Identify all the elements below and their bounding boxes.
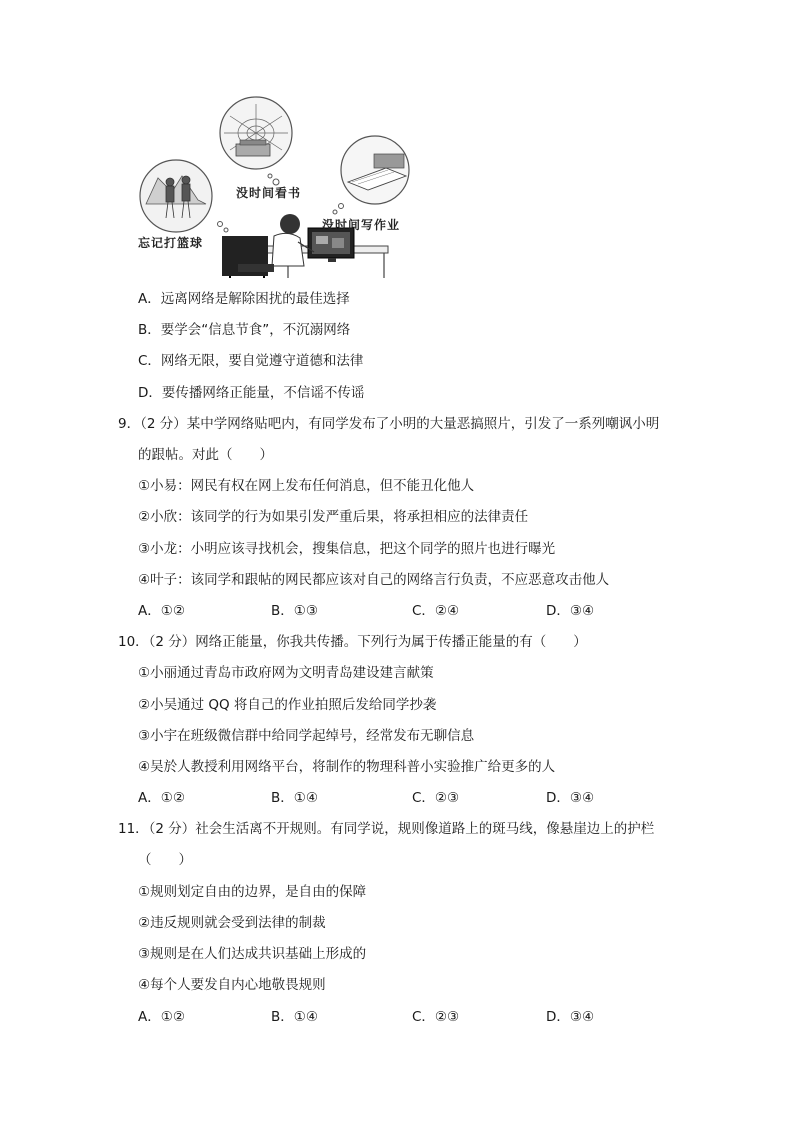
label-no-time-homework: 没时间写作业: [322, 218, 401, 232]
q8-option-c: C．网络无限，要自觉遵守道德和法律: [138, 353, 364, 369]
q9-statement-3: ③小龙：小明应该寻找机会，搜集信息，把这个同学的照片也进行曝光: [138, 541, 556, 557]
q8-option-d: D．要传播网络正能量，不信谣不传谣: [138, 385, 365, 401]
question-illustration: [138, 96, 414, 278]
q10-choice-d: D．③④: [546, 790, 595, 806]
q9-statement-2: ②小欣：该同学的行为如果引发严重后果，将承担相应的法律责任: [138, 509, 529, 525]
q11-statement-4: ④每个人要发自内心地敬畏规则: [138, 977, 326, 993]
q9-statement-1: ①小易：网民有权在网上发布任何消息，但不能丑化他人: [138, 478, 475, 494]
q9-choice-c: C．②④: [412, 603, 460, 619]
q10-statement-2: ②小吴通过 QQ 将自己的作业拍照后发给同学抄袭: [138, 697, 437, 713]
q10-choice-c: C．②③: [412, 790, 460, 806]
q10-statement-4: ④吴於人教授利用网络平台，将制作的物理科普小实验推广给更多的人: [138, 759, 556, 775]
q9-choice-d: D．③④: [546, 603, 595, 619]
label-no-time-reading: 没时间看书: [236, 186, 302, 200]
q8-option-b: B．要学会“信息节食”，不沉溺网络: [138, 322, 351, 338]
q9-stem-line2: 的跟帖。对此（ ）: [138, 447, 273, 463]
q9-stem-line1: 9．（2 分）某中学网络贴吧内，有同学发布了小明的大量恶搞照片，引发了一系列嘲讽小明: [118, 416, 660, 432]
q9-choice-b: B．①③: [271, 603, 318, 619]
q9-statement-4: ④叶子：该同学和跟帖的网民都应该对自己的网络言行负责，不应恶意攻击他人: [138, 572, 610, 588]
q11-statement-3: ③规则是在人们达成共识基础上形成的: [138, 946, 367, 962]
q10-statement-3: ③小宇在班级微信群中给同学起绰号，经常发布无聊信息: [138, 728, 475, 744]
q11-choice-c: C．②③: [412, 1009, 460, 1025]
q11-choice-d: D．③④: [546, 1009, 595, 1025]
q11-choice-b: B．①④: [271, 1009, 318, 1025]
q11-stem-line1: 11．（2 分）社会生活离不开规则。有同学说，规则像道路上的斑马线，像悬崖边上的护栏: [118, 821, 655, 837]
q11-stem-line2: （ ）: [138, 852, 192, 868]
q11-statement-1: ①规则划定自由的边界，是自由的保障: [138, 884, 367, 900]
q10-stem-line1: 10．（2 分）网络正能量，你我共传播。下列行为属于传播正能量的有（ ）: [118, 634, 587, 650]
q10-choice-b: B．①④: [271, 790, 318, 806]
q11-statement-2: ②违反规则就会受到法律的制裁: [138, 915, 326, 931]
q8-option-a: A．远离网络是解除困扰的最佳选择: [138, 291, 350, 307]
q10-statement-1: ①小丽通过青岛市政府网为文明青岛建设建言献策: [138, 665, 434, 681]
q10-choice-a: A．①②: [138, 790, 185, 806]
q9-choice-a: A．①②: [138, 603, 185, 619]
label-forgot-basketball: 忘记打篮球: [138, 236, 204, 250]
q11-choice-a: A．①②: [138, 1009, 185, 1025]
